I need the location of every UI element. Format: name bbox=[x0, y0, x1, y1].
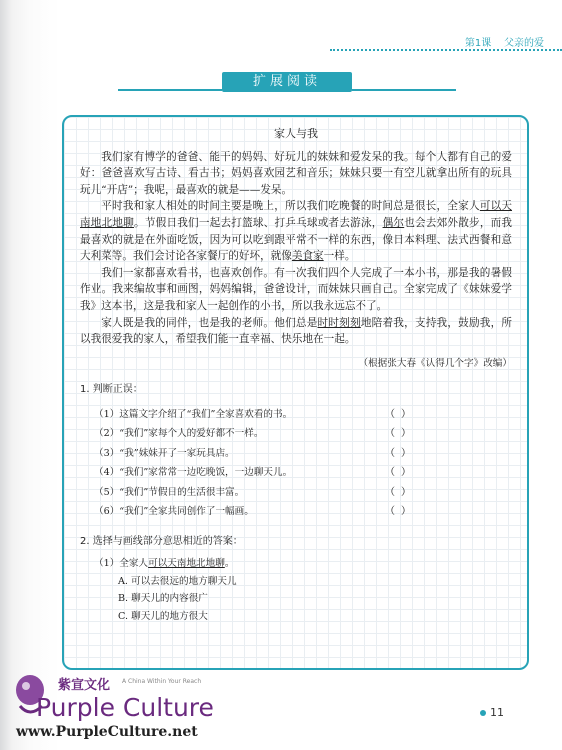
answer-blank[interactable]: （ ） bbox=[385, 408, 412, 420]
answer-option[interactable]: A. 可以去很远的地方聊天儿 bbox=[118, 575, 237, 587]
watermark-tagline: A China Within Your Reach bbox=[122, 678, 202, 685]
paragraph-text: 家人既是我的同伴，也是我的老师。他们总是 bbox=[101, 316, 318, 329]
section-title: 扩展阅读 bbox=[222, 72, 352, 92]
underlined-phrase: 可以天南地北地聊 bbox=[80, 200, 513, 229]
question-2-prefix: （1）全家人 bbox=[94, 557, 149, 569]
reading-content bbox=[80, 126, 512, 625]
title-rule-right bbox=[352, 89, 456, 91]
watermark-logo bbox=[10, 670, 270, 746]
story-paragraph bbox=[80, 198, 512, 264]
title-rule-left bbox=[118, 89, 222, 91]
question-2-options bbox=[80, 573, 512, 626]
question-1-heading: 1. 判断正误： bbox=[80, 384, 143, 396]
paragraph-text: 。节假日我们一起去打篮球、打乒乓球或者去游泳， bbox=[134, 216, 383, 229]
story-title: 家人与我 bbox=[274, 127, 318, 140]
question-1-item bbox=[80, 444, 512, 464]
question-2-suffix: 。 bbox=[224, 557, 235, 569]
story-paragraph bbox=[80, 265, 512, 315]
question-2-heading: 2. 选择与画线部分意思相近的答案： bbox=[80, 535, 243, 547]
underlined-phrase: 美食家 bbox=[291, 250, 324, 263]
question-1-item bbox=[80, 424, 512, 444]
watermark-url: www.PurpleCulture.net bbox=[16, 724, 198, 740]
watermark-english: Purple Culture bbox=[36, 693, 214, 722]
question-1-item bbox=[80, 463, 512, 483]
story-body bbox=[80, 149, 512, 348]
paragraph-text: 一样。 bbox=[323, 250, 356, 263]
question-1-item-text: （4）“我们”家常常一边吃晚饭，一边聊天儿。 bbox=[94, 467, 293, 479]
answer-option[interactable]: B. 聊天儿的内容很广 bbox=[118, 593, 208, 604]
paragraph-text: 我们家有博学的爸爸、能干的妈妈、好玩儿的妹妹和爱发呆的我。每个人都有自己的爱好：爸爸喜欢写古诗、看古书；妈妈喜欢园艺和音乐；妹妹只要一有空儿就拿出所有的玩具玩儿“开店”；我呢，最喜欢的就是——发呆。 bbox=[80, 150, 512, 196]
header-divider bbox=[330, 49, 562, 53]
question-2-underlined: 可以天南地北地聊 bbox=[148, 557, 225, 569]
question-2-item bbox=[80, 555, 512, 573]
story-paragraph bbox=[80, 315, 512, 348]
question-1-item-text: （6）“我们”全家共同创作了一幅画。 bbox=[94, 506, 254, 518]
answer-blank[interactable]: （ ） bbox=[385, 486, 412, 498]
question-1-item-text: （3）“我”妹妹开了一家玩具店。 bbox=[94, 447, 235, 459]
page-dot-icon bbox=[480, 710, 486, 716]
answer-blank[interactable]: （ ） bbox=[385, 467, 412, 479]
answer-blank[interactable]: （ ） bbox=[385, 506, 412, 518]
question-1-item-text: （5）“我们”节假日的生活很丰富。 bbox=[94, 486, 245, 498]
question-1-item bbox=[80, 483, 512, 503]
paragraph-text: 地陪着我，支持我，鼓励我，所以我很爱我的家人，希望我们能一直幸福、快乐地在一起。 bbox=[80, 316, 513, 346]
paragraph-text: 平时我和家人相处的时间主要是晚上，所以我们吃晚餐的时间总是很长，全家人 bbox=[101, 200, 480, 213]
watermark-chinese: 紫宣文化 bbox=[58, 678, 111, 693]
lesson-number: 第1课 bbox=[464, 38, 492, 49]
answer-blank[interactable]: （ ） bbox=[385, 447, 412, 459]
page-number: 11 bbox=[490, 706, 504, 719]
paragraph-text: 也会去郊外散步，而我最喜欢的就是在外面吃饭，因为可以吃到跟平常不一样的东西，像日本料理、法式西餐和意大利菜等。我们会讨论各家餐厅的好坏，就像 bbox=[80, 216, 513, 263]
underlined-phrase: 偶尔 bbox=[382, 216, 405, 229]
question-1-item bbox=[80, 502, 512, 522]
answer-blank[interactable]: （ ） bbox=[385, 428, 412, 440]
story-paragraph bbox=[80, 149, 512, 199]
story-source: （根据张大春《认得几个字》改编） bbox=[358, 357, 512, 369]
paragraph-text: 我们一家都喜欢看书，也喜欢创作。有一次我们四个人完成了一本小书，那是我的暑假作业。我来编故事和画图，妈妈编辑，爸爸设计，而妹妹只画自己。全家完成了《妹妹爱学我》这本书，这是我和家人一起创作的小书，所以我永远忘不了。 bbox=[80, 266, 512, 312]
underlined-phrase: 时时刻刻 bbox=[317, 316, 361, 329]
question-1-item-text: （1）这篇文字介绍了“我们”全家喜欢看的书。 bbox=[94, 408, 293, 420]
question-1-item-text: （2）“我们”家每个人的爱好都不一样。 bbox=[94, 428, 264, 440]
question-1-item bbox=[80, 405, 512, 425]
answer-option[interactable]: C. 聊天儿的地方很大 bbox=[118, 610, 208, 622]
question-1-list bbox=[80, 405, 512, 522]
lesson-title: 父亲的爱 bbox=[504, 38, 544, 49]
